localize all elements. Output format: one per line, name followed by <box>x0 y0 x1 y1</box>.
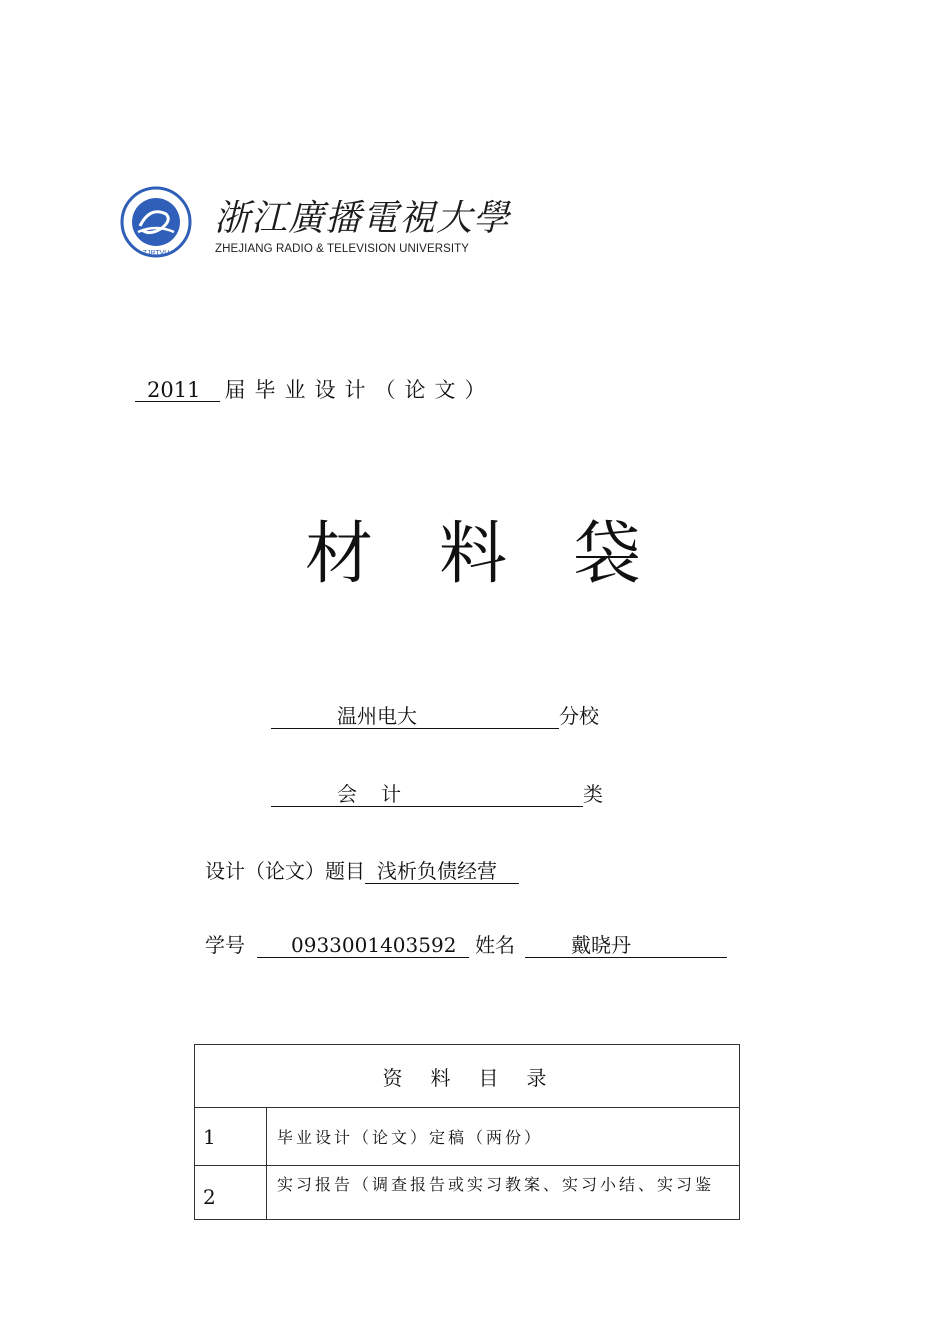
row-number: 2 <box>195 1166 267 1220</box>
student-id-value: 0933001403592 <box>257 933 469 958</box>
category-suffix: 类 <box>583 782 603 806</box>
branch-line <box>271 700 599 729</box>
svg-text:ZJRTVU: ZJRTVU <box>142 250 170 257</box>
page-title: 材料袋 <box>304 515 707 594</box>
student-info-line <box>205 929 727 958</box>
name-label: 姓名 <box>475 933 515 957</box>
graduation-year: 2011 <box>135 379 220 402</box>
table-row <box>195 1166 740 1220</box>
branch-value: 温州电大 <box>271 704 559 729</box>
row-text: 实习报告（调查报告或实习教案、实习小结、实习鉴 <box>267 1166 740 1220</box>
contents-table <box>194 1044 740 1220</box>
university-name-chinese: 浙江廣播電視大學 <box>214 198 511 239</box>
topic-line <box>205 855 519 884</box>
student-id-label: 学号 <box>205 933 245 957</box>
name-value: 戴晓丹 <box>525 933 727 958</box>
graduation-header <box>135 374 494 404</box>
topic-label: 设计（论文）题目 <box>205 859 365 883</box>
university-name-english: ZHEJIANG RADIO & TELEVISION UNIVERSITY <box>215 243 470 255</box>
graduation-title: 届毕业设计（论文） <box>224 378 495 402</box>
branch-suffix: 分校 <box>559 704 599 728</box>
table-row <box>195 1108 740 1166</box>
university-seal-logo <box>120 186 192 258</box>
category-value: 会计 <box>271 782 583 807</box>
topic-value: 浅析负债经营 <box>365 859 519 884</box>
row-text: 毕业设计（论文）定稿（两份） <box>267 1108 740 1166</box>
category-line <box>271 778 603 807</box>
row-number: 1 <box>195 1108 267 1166</box>
table-header: 资料目录 <box>195 1045 740 1108</box>
table-header-row <box>195 1045 740 1108</box>
